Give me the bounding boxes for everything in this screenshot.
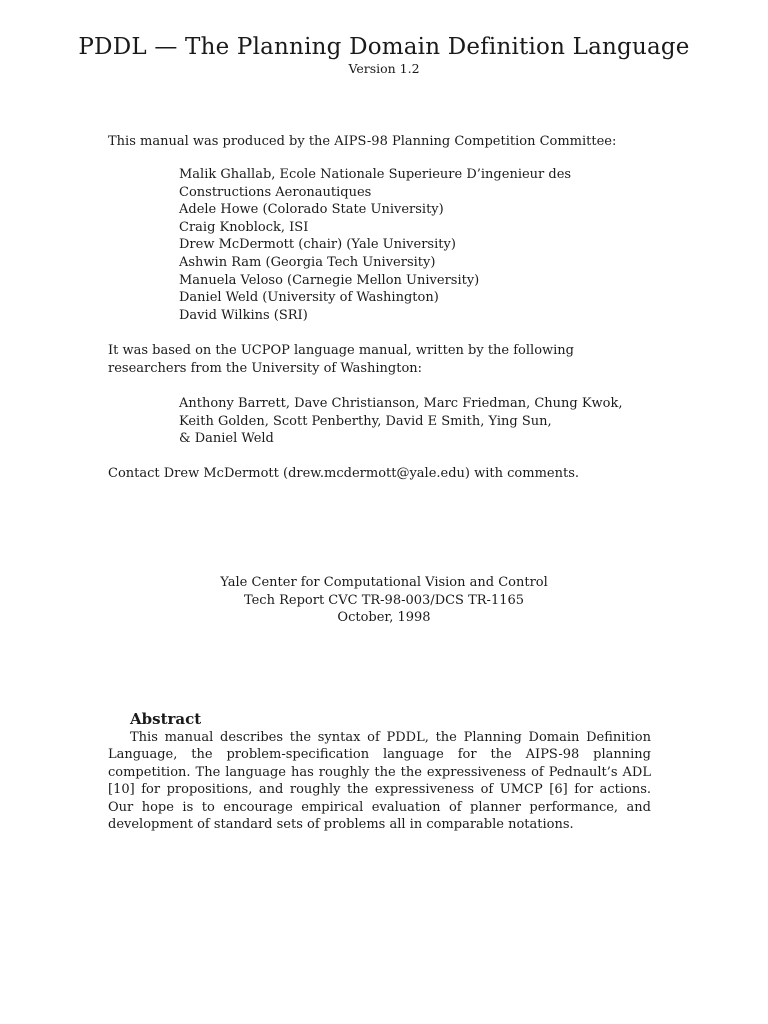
committee-member: Craig Knoblock, ISI [179,219,309,235]
report-institution: Yale Center for Computational Vision and Control [220,575,548,590]
committee-member: Drew McDermott (chair) (Yale University) [179,237,456,253]
based-on-line: It was based on the UCPOP language manual, written by the following [108,343,575,358]
committee-member: Malik Ghallab, Ecole Nationale Superieure D’ingenieur des [179,167,572,182]
based-on-line: researchers from the University of Washington: [108,360,423,376]
committee-member: Daniel Weld (University of Washington) [179,290,439,306]
committee-member-continuation: Constructions Aeronautiques [179,184,372,200]
researchers-line: Keith Golden, Scott Penberthy, David E Smith, Ying Sun, [179,413,552,429]
abstract-heading: Abstract [130,710,202,728]
committee-list [179,166,571,324]
contact-line: Contact Drew McDermott (drew.mcdermott@yale.edu) with comments. [108,466,580,481]
committee-member: Ashwin Ram (Georgia Tech University) [179,254,436,270]
researchers-line: & Daniel Weld [179,431,274,447]
based-on-paragraph [108,342,574,377]
committee-member: David Wilkins (SRI) [179,307,308,323]
intro-paragraph: This manual was produced by the AIPS-98 Planning Competition Committee: [108,134,617,149]
report-info [0,574,768,627]
abstract-body: This manual describes the syntax of PDDL, the Planning Domain Definition Language, the problem-specification language for the AIPS-98 planning competition. The language has roughly the the expressiveness of Pednault’s ADL [10] for propositions, and roughly the expressiveness of UMCP [6] for actions. Our hope is to encourage empirical evaluation of planner performance, and development of standard sets of problems all in comparable notations. [108,730,651,833]
researchers-line: Anthony Barrett, Dave Christianson, Marc Friedman, Chung Kwok, [179,396,623,411]
committee-member: Manuela Veloso (Carnegie Mellon University) [179,272,480,288]
researchers-list [179,395,623,448]
committee-member: Adele Howe (Colorado State University) [179,202,444,218]
document-title: PDDL — The Planning Domain Definition Language [78,34,690,60]
report-date: October, 1998 [337,610,431,625]
report-number: Tech Report CVC TR-98-003/DCS TR-1165 [243,592,525,608]
document-version: Version 1.2 [348,61,420,76]
